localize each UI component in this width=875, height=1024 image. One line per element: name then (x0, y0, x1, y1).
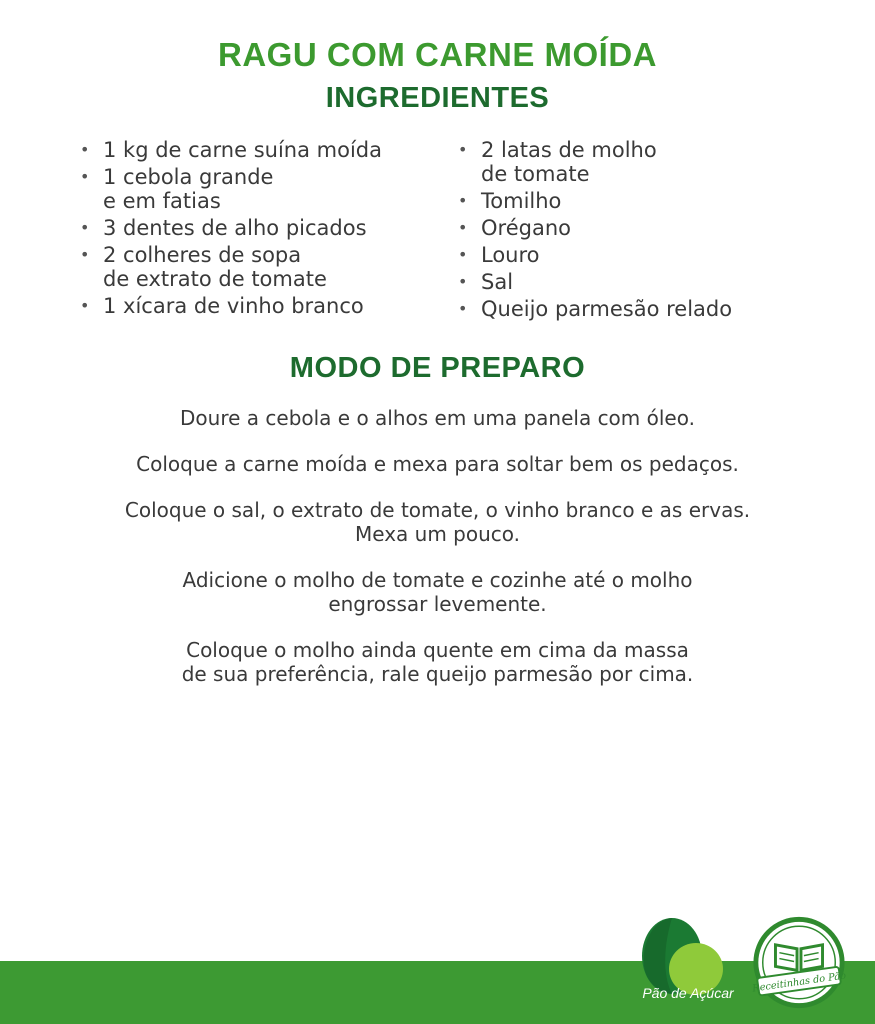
ingredient-item (458, 138, 798, 186)
method-heading: MODO DE PREPARO (289, 352, 586, 384)
ingredients-heading: INGREDIENTES (325, 82, 550, 114)
bullet-icon: • (80, 140, 90, 159)
bullet-icon: • (80, 218, 90, 237)
bullet-icon: • (458, 140, 468, 159)
method-step: Coloque o sal, o extrato de tomate, o vinho branco e as ervas. Mexa um pouco. (124, 498, 751, 546)
ingredient-item (458, 243, 798, 267)
footer-bar (0, 961, 875, 1024)
ingredient-text: Queijo parmesão relado (481, 297, 733, 321)
ingredient-item (458, 270, 798, 294)
ingredient-text: 3 dentes de alho picados (103, 216, 367, 240)
bullet-icon: • (80, 167, 90, 186)
ingredient-item (458, 297, 798, 321)
badge-logo-text: Receitinhas do Pão (751, 970, 847, 995)
ingredient-text: 2 latas de molho de tomate (481, 138, 657, 186)
recipe-title: RAGU COM CARNE MOÍDA (218, 36, 657, 73)
bullet-icon: • (458, 245, 468, 264)
ingredient-text: 1 cebola grande e em fatias (103, 165, 274, 213)
ingredients-list-left (80, 138, 440, 321)
ingredient-item (80, 165, 440, 213)
brand-logo-text: Pão de Açúcar (642, 985, 734, 1001)
receitinhas-do-pao-badge-icon (750, 915, 848, 1010)
bullet-icon: • (458, 272, 468, 291)
ingredient-text: Tomilho (481, 189, 562, 213)
bullet-icon: • (458, 218, 468, 237)
ingredient-text: Louro (481, 243, 540, 267)
ingredient-item (80, 216, 440, 240)
bullet-icon: • (80, 296, 90, 315)
ingredient-item (458, 216, 798, 240)
method-steps (0, 406, 875, 708)
bullet-icon: • (80, 245, 90, 264)
ingredient-text: 1 xícara de vinho branco (103, 294, 364, 318)
ingredient-text: Sal (481, 270, 514, 294)
method-step: Coloque o molho ainda quente em cima da massa de sua preferência, rale queijo parmesão por cima. (181, 638, 694, 686)
ingredient-item (80, 294, 440, 318)
method-step: Adicione o molho de tomate e cozinhe até o molho engrossar levemente. (182, 568, 693, 616)
ingredient-item (458, 189, 798, 213)
method-step: Coloque a carne moída e mexa para soltar bem os pedaços. (136, 452, 739, 476)
ingredient-text: Orégano (481, 216, 571, 240)
ingredient-item (80, 243, 440, 291)
method-step: Doure a cebola e o alhos em uma panela com óleo. (180, 406, 695, 430)
ingredient-item (80, 138, 440, 162)
ingredient-text: 1 kg de carne suína moída (103, 138, 382, 162)
bullet-icon: • (458, 299, 468, 318)
bullet-icon: • (458, 191, 468, 210)
ingredients-list-right (458, 138, 798, 324)
ingredient-text: 2 colheres de sopa de extrato de tomate (103, 243, 327, 291)
